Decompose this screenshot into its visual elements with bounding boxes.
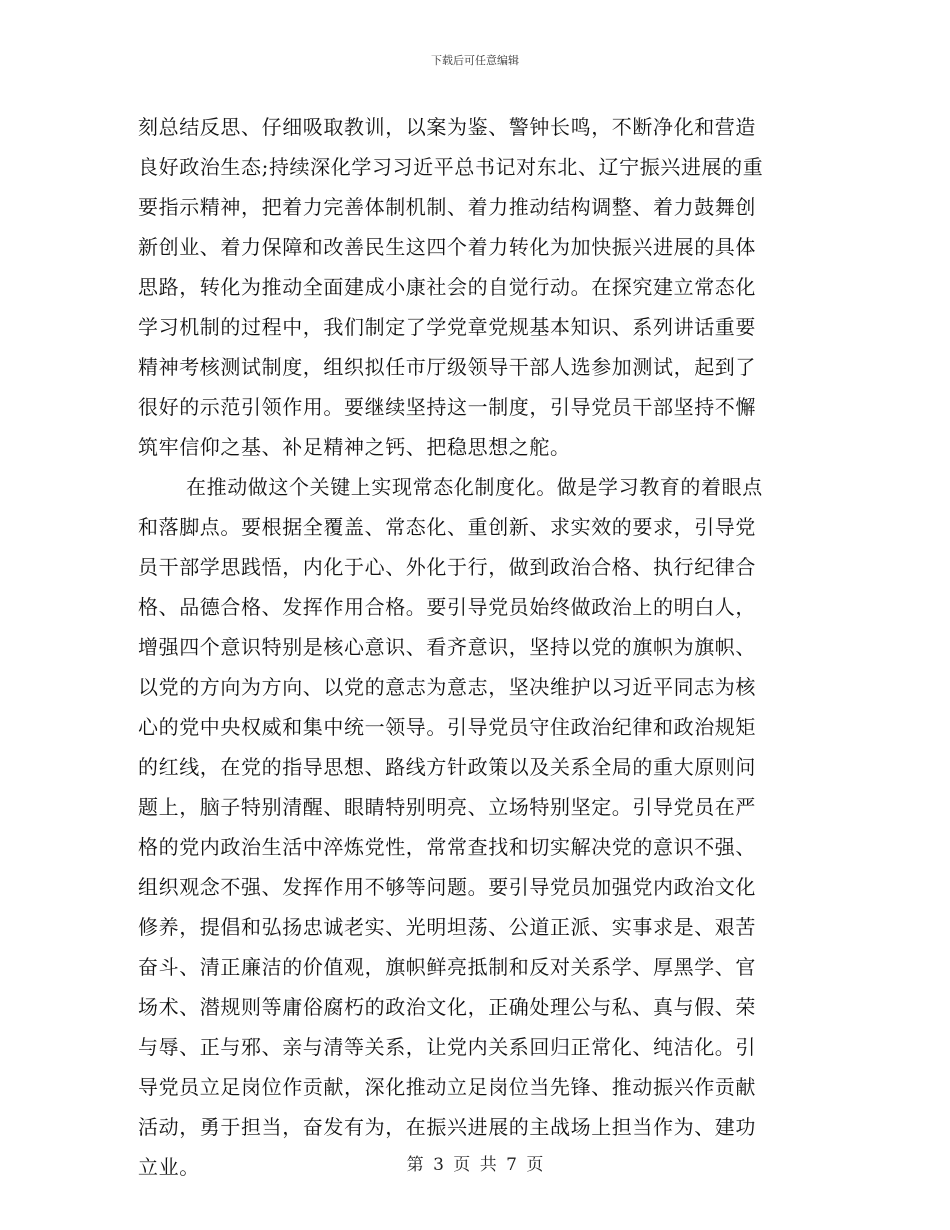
body-line: 立业。 [138,1155,200,1179]
body-line: 增强四个意识特别是核心意识、看齐意识，坚持以党的旗帜为旗帜、 [138,635,756,659]
body-line: 刻总结反思、仔细吸取教训，以案为鉴、警钟长鸣，不断净化和营造 [138,115,756,139]
page-number: 第 3 页 共 7 页 [406,1155,544,1175]
document-body [138,107,808,1187]
body-line: 和落脚点。要根据全覆盖、常态化、重创新、求实效的要求，引导党 [138,515,756,539]
body-line: 良好政治生态;持续深化学习习近平总书记对东北、辽宁振兴进展的重 [138,155,764,179]
body-line: 很好的示范引领作用。要继续坚持这一制度，引导党员干部坚持不懈 [138,395,756,419]
body-line: 奋斗、清正廉洁的价值观，旗帜鲜亮抵制和反对关系学、厚黑学、官 [138,955,756,979]
body-line: 活动，勇于担当，奋发有为，在振兴进展的主战场上担当作为、建功 [138,1115,756,1139]
body-line: 新创业、着力保障和改善民生这四个着力转化为加快振兴进展的具体 [138,235,756,259]
body-line: 筑牢信仰之基、补足精神之钙、把稳思想之舵。 [138,435,571,459]
body-line: 格、品德合格、发挥作用合格。要引导党员始终做政治上的明白人， [138,595,756,619]
body-line: 要指示精神，把着力完善体制机制、着力推动结构调整、着力鼓舞创 [138,195,756,219]
body-line: 的红线，在党的指导思想、路线方针政策以及关系全局的重大原则问 [138,755,756,779]
body-line: 场术、潜规则等庸俗腐朽的政治文化，正确处理公与私、真与假、荣 [138,995,756,1019]
body-line: 以党的方向为方向、以党的意志为意志，坚决维护以习近平同志为核 [138,675,756,699]
body-line: 题上，脑子特别清醒、眼睛特别明亮、立场特别坚定。引导党员在严 [138,795,756,819]
page-header-note: 下载后可任意编辑 [431,54,519,67]
body-line: 组织观念不强、发挥作用不够等问题。要引导党员加强党内政治文化 [138,875,756,899]
body-line: 学习机制的过程中，我们制定了学党章党规基本知识、系列讲话重要 [138,315,756,339]
body-line: 格的党内政治生活中淬炼党性，常常查找和切实解决党的意识不强、 [138,835,756,859]
body-line: 导党员立足岗位作贡献，深化推动立足岗位当先锋、推动振兴作贡献 [138,1075,756,1099]
body-line: 思路，转化为推动全面建成小康社会的自觉行动。在探究建立常态化 [138,275,756,299]
body-line: 精神考核测试制度，组织拟任市厅级领导干部人选参加测试，起到了 [138,355,756,379]
body-line: 修养，提倡和弘扬忠诚老实、光明坦荡、公道正派、实事求是、艰苦 [138,915,756,939]
paragraph-start-line: 在推动做这个关键上实现常态化制度化。做是学习教育的着眼点 [186,475,763,499]
body-line: 员干部学思践悟，内化于心、外化于行，做到政治合格、执行纪律合 [138,555,756,579]
body-line: 与辱、正与邪、亲与清等关系，让党内关系回归正常化、纯洁化。引 [138,1035,756,1059]
body-line: 心的党中央权威和集中统一领导。引导党员守住政治纪律和政治规矩 [138,715,756,739]
